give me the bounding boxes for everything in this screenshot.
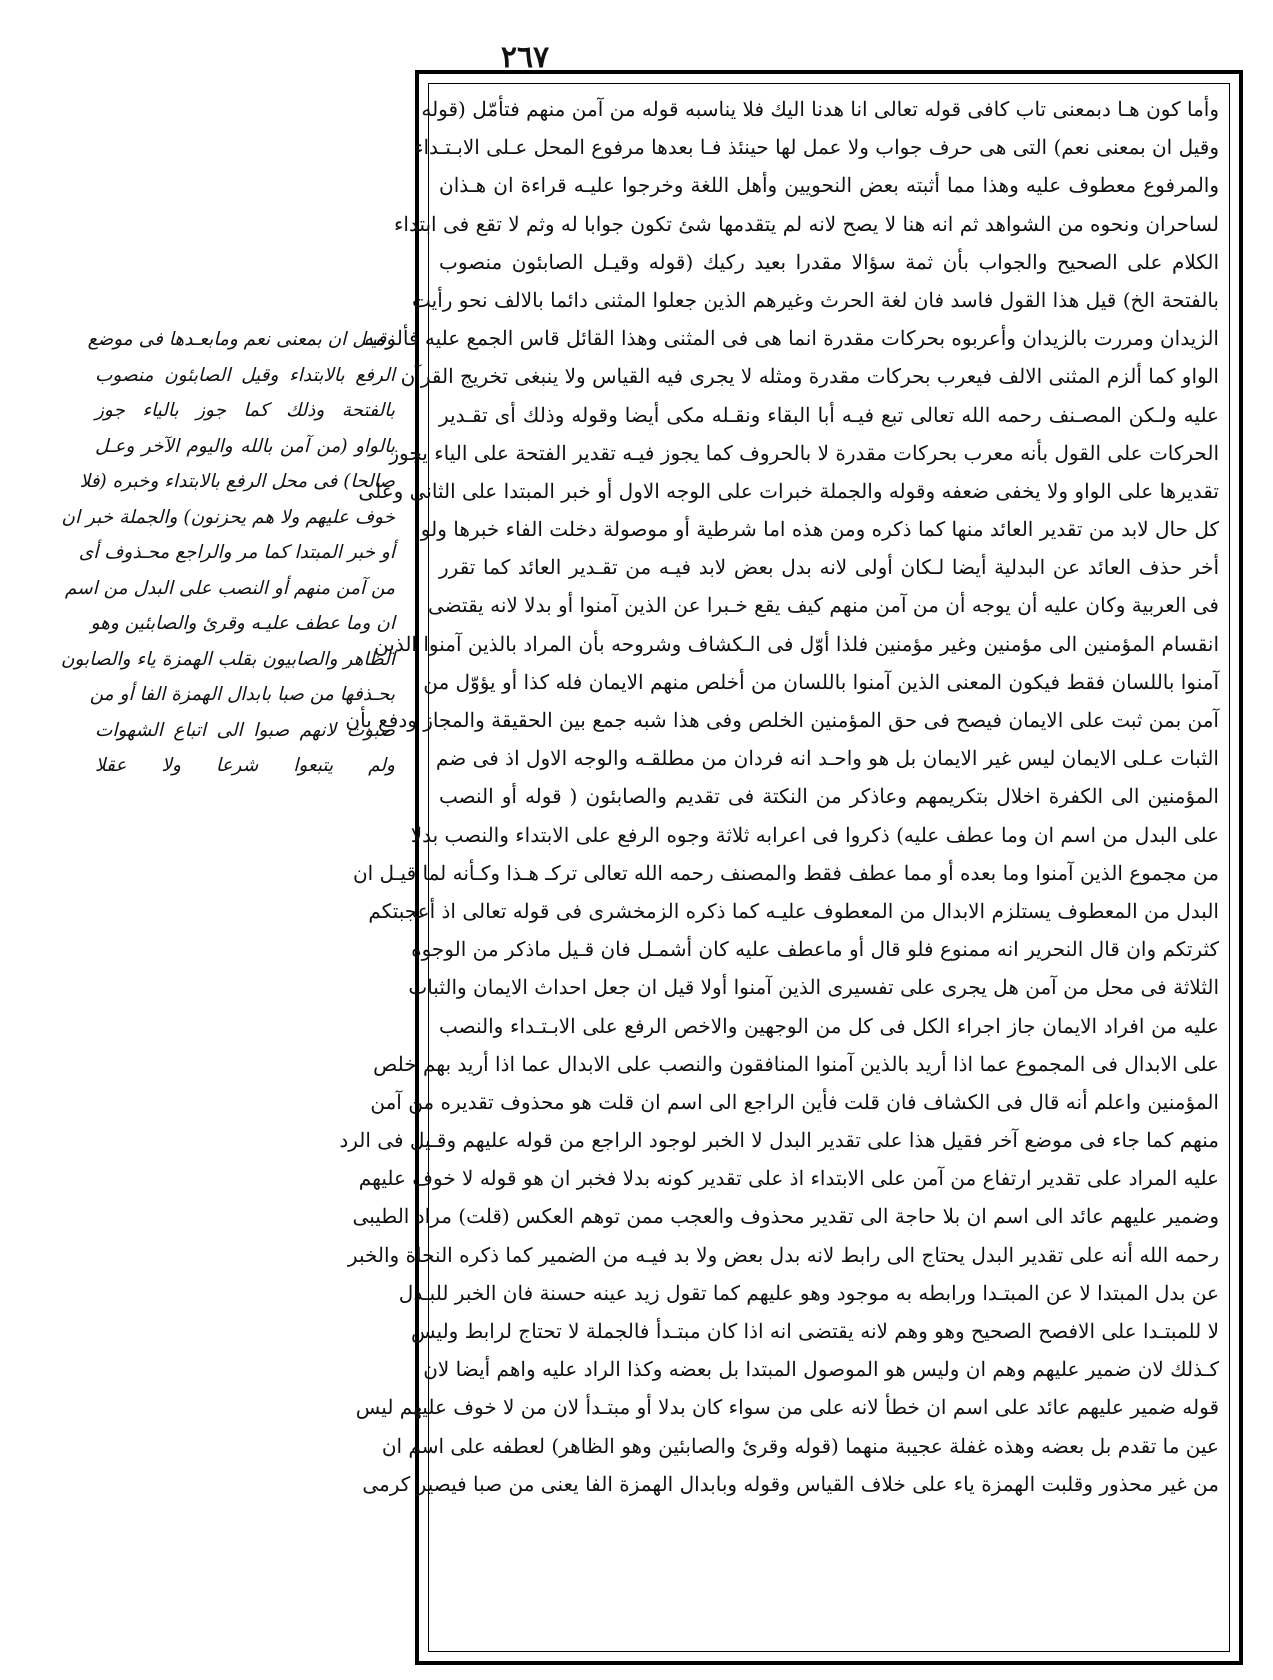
main-text-line: الزيدان ومررت بالزيدان وأعربوه بحركات مقدرة انما هى فى المثنى وهذا القائل قاس الجمع عليه فألزمه: [364, 326, 1219, 351]
main-text-line: من مجموع الذين آمنوا وما بعده أو مما عطف فقط والمصنف رحمه الله تعالى تركـ هـذا وكـأنه لما قيـل ان: [352, 860, 1219, 885]
main-text-line: الكلام على الصحيح والجواب بأن ثمة سؤالا مقدرا بعيد ركيك (قوله وقيـل الصابئون منصوب: [439, 249, 1219, 274]
main-text-line: المؤمنين الى الكفرة اخلال بتكريمهم وعاذكر من النكتة فى تقديم والصابئون ( قوله أو النصب: [439, 784, 1219, 809]
margin-text-line: الظاهر والصابيون بقلب الهمزة ياء والصابون: [60, 648, 395, 670]
margin-text-line: بالفتحة وذلك كما جوز بالياء جوز: [95, 400, 395, 421]
main-text-line: كثرتكم وان قال النحرير انه ممنوع فلو قال أو ماعطف عليه كان أشمـل فان قـيل ماذكر من الوجوه: [411, 937, 1219, 962]
margin-text-line: بحـذفها من صبا بابدال الهمزة الفا أو من: [89, 684, 395, 705]
main-text-line: البدل من المعطوف يستلزم الابدال من المعطوف عليـه كما ذكره الزمخشرى فى قوله تعالى اذ أعجبتكم: [368, 898, 1219, 923]
main-text-line: آمنوا باللسان فقط فيكون المعنى الذين آمنوا باللسان من أخلص منهم الايمان فله كذا أو يؤوّل من: [423, 669, 1219, 694]
main-text-line: عن بدل المبتدا لا عن المبتـدا ورابطه به موجود وهو عليهم كما تقول زيد عينه حسنة فان الخبر للبـدل: [398, 1280, 1219, 1305]
main-text-line: كل حال لابد من تقدير العائد منها كما ذكره ومن هذه اما شرطية أو موصولة دخلت الفاء خبرها ولو: [420, 517, 1219, 542]
margin-text-line: ان وما عطف عليـه وقرئ والصابئين وهو: [90, 613, 395, 634]
main-text-line: الحركات على القول بأنه معرب بحركات مقدرة لا بالحروف كما يجوز فيـه تقدير الفتحة على الياء يجوز: [389, 440, 1219, 465]
margin-text-line: الرفع بالابتداء وقيل الصابئون منصوب: [95, 364, 395, 386]
margin-text-line: خوف عليهم ولا هم يحزنون) والجملة خبر ان: [61, 506, 395, 528]
main-text-line: عليه المراد على تقدير ارتفاع من آمن على الابتداء اذ على تقدير كونه بدلا فخبر ان هو قوله لا خوف عليهم: [358, 1166, 1219, 1191]
main-text-line: من غير محذور وقلبت الهمزة ياء على خلاف القياس وقوله وبابدال الهمزة الفا يعنى من صبا فيصير كرمى: [362, 1471, 1219, 1496]
main-text-line: فى العربية وكان عليه أن يوجه أن من آمن منهم كيف يقع خـبرا عن الذين آمنوا أو بدلا لانه يقتضى: [428, 593, 1219, 618]
main-text-line: آمن بمن ثبت على الايمان فيصح فى حق المؤمنين الخلص وفى هذا شبه جمع بين الحقيقة والمجاز ودفع بأن: [345, 708, 1219, 732]
margin-text-line: بالواو (من آمن بالله واليوم الآخر وعـل: [95, 435, 395, 457]
main-text-line: رحمه الله أنه على تقدير البدل يحتاج الى رابط لانه بدل بعض ولا بد فيـه من الضمير كما ذكره النحاة والخبر: [347, 1242, 1219, 1267]
main-text-line: وقيل ان بمعنى نعم) التى هى حرف جواب ولا عمل لها حينئذ فـا بعدها مرفوع المحل عـلى الابـتـداء: [414, 135, 1219, 160]
margin-text-line: ولم يتبعوا شرعا ولا عقلا: [95, 755, 395, 776]
main-text-line: لا للمبتـدا على الافصح الصحيح وهو وهم لانه يقتضى انه اذا كان مبتـدأ فالجملة لا تحتاج لرابط وليس: [411, 1319, 1219, 1343]
margin-text-line: من آمن منهم أو النصب على البدل من اسم: [64, 577, 395, 599]
margin-text-line: وقيـل ان بمعنى نعم ومابعـدها فى موضع: [87, 329, 395, 350]
margin-commentary: [60, 322, 395, 784]
main-text-line: على البدل من اسم ان وما عطف عليه) ذكروا فى اعرابه ثلاثة وجوه الرفع على الابتداء والنصب بدلا: [410, 822, 1219, 847]
main-text-line: على الابدال فى المجموع عما اذا أريد بالذين آمنوا المنافقون والنصب على الابدال عما اذا أريد بهم خلص: [373, 1051, 1219, 1076]
main-text-body: [339, 83, 1230, 1652]
main-text-line: وأما كون هـا دبمعنى تاب كافى قوله تعالى انا هدنا اليك فلا يناسبه قوله من آمن منهم فتأمّل (قوله: [421, 97, 1219, 121]
main-text-frame: [339, 70, 1243, 1665]
main-text-line: المؤمنين واعلم أنه قال فى الكشاف فان قلت فأين الراجع الى اسم ان قلت هو محذوف تقديره من آمن: [370, 1089, 1219, 1114]
page-number: ٢٦٧: [500, 40, 550, 75]
main-text-line: قوله ضمير عليهم عائد على اسم ان خطأ لانه على من سواء كان بدلا أو مبتـدأ لان من لا خوف عليهم ليس: [355, 1395, 1219, 1420]
main-text-line: كـذلك لان ضمير عليهم وهم ان وليس هو الموصول المبتدا بل بعضه وكذا الراد عليه واهم أيضا لان: [423, 1357, 1219, 1382]
margin-text-line: صالحا) فى محل الرفع بالابتداء وخبره (فلا: [79, 471, 395, 492]
main-text-line: لساحران ونحوه من الشواهد ثم انه هنا لا يصح لانه لم يتقدمها شئ تكون جوابا له وثم لا تقع فى ابتداء: [394, 211, 1219, 236]
main-text-line: وضمير عليهم عائد الى اسم ان بلا حاجة الى تقدير محذوف والعجب ممن توهم العكس (قلت) مراد الطيبى: [352, 1204, 1219, 1229]
margin-text-line: صبوت لانهم صبوا الى اتباع الشهوات: [95, 719, 395, 741]
main-text-line: بالفتحة الخ) قيل هذا القول فاسد فان لغة الحرث وغيرهم الذين جعلوا المثنى دائما بالالف نحو رأيت: [412, 287, 1219, 312]
main-text-line: انقسام المؤمنين الى مؤمنين وغير مؤمنين فلذا أوّل فى الـكشاف وشروحه بأن المراد بالذين آمنوا الذين: [374, 631, 1219, 656]
main-text-line: تقديرها على الواو ولا يخفى ضعفه وقوله والجملة خبرات على الوجه الاول أو خبر المبتدا على الثانى وعلى: [358, 478, 1219, 503]
main-text-line: أخر حذف العائد عن البدلية أيضا لـكان أولى لانه بدل بعض لابد فيـه من تقـدير العائد كما تقرر: [439, 555, 1219, 580]
main-text-line: الثلاثة فى محل من آمن هل يجرى على تفسيرى الذين آمنوا أولا قيل ان جعل احداث الايمان والثبات: [408, 975, 1219, 1000]
main-text-line: عليه ولـكن المصـنف رحمه الله تعالى تبع فيـه أبا البقاء ونقـله مكى أيضا وقوله وذلك أى تقـدير: [439, 402, 1219, 427]
main-text-line: عليه من افراد الايمان جاز اجراء الكل فى كل من الوجهين والاخص الرفع على الابـتـداء والنصب: [439, 1013, 1219, 1038]
main-text-line: الثبات عـلى الايمان ليس غير الايمان بل هو واحـد انه فردان من مطلقـه والوجه الاول اذ فى ضم: [435, 746, 1219, 771]
main-text-line: والمرفوع معطوف عليه وهذا مما أثبته بعض النحويين وأهل اللغة وخرجوا عليـه قراءة ان هـذان: [439, 173, 1219, 198]
margin-text-line: أو خبر المبتدا كما مر والراجع محـذوف أى: [78, 542, 395, 563]
main-text-line: منهم كما جاء فى موضع آخر فقيل هذا على تقدير البدل لا الخبر لوجود الراجع من قوله عليهم وقـيل فى الرد: [339, 1128, 1219, 1153]
main-text-line: عين ما تقدم بل بعضه وهذه غفلة عجيبة منهما (قوله وقرئ والصابئين وهو الظاهر) لعطفه على اسم ان: [381, 1433, 1219, 1458]
main-text-line: الواو كما ألزم المثنى الالف فيعرب بحركات مقدرة ومثله لا يجرى فيه القياس ولا ينبغى تخريج القرآن: [400, 364, 1219, 389]
